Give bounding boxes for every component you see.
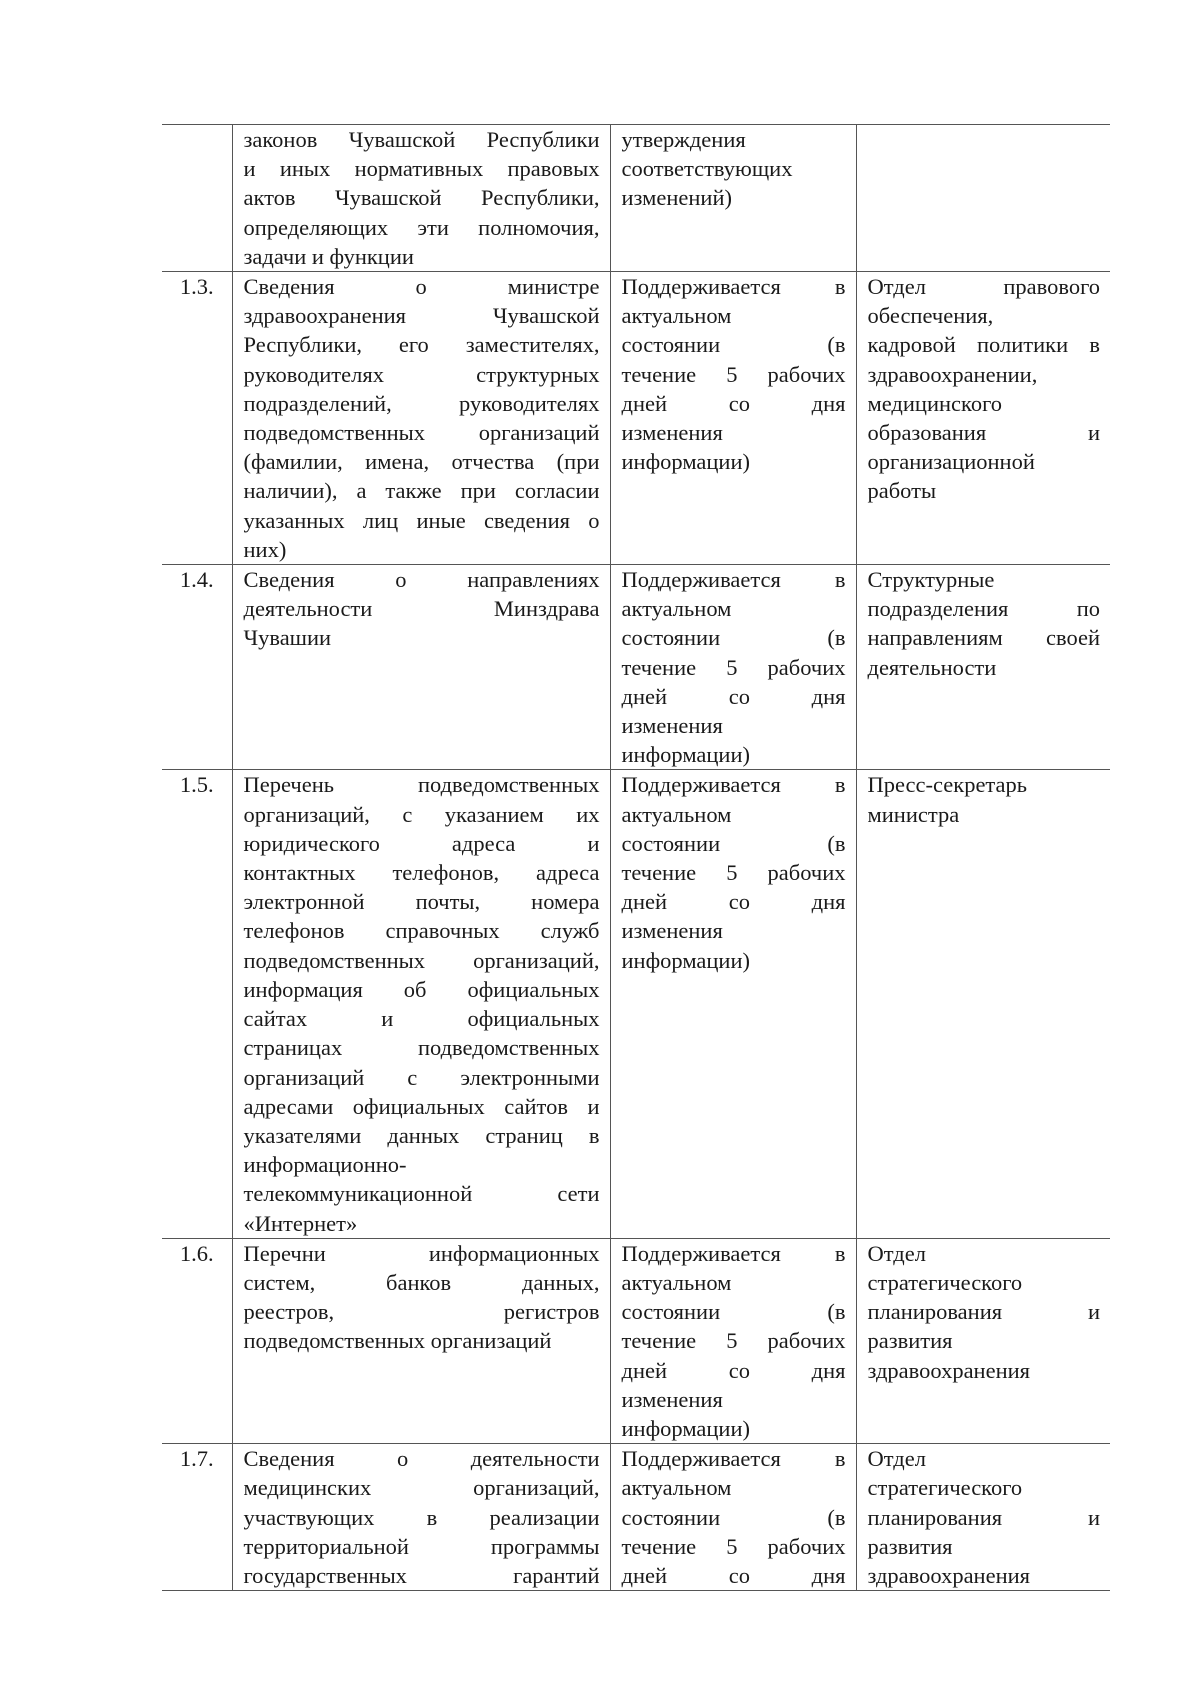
cell-text-line: страницах подведомственных [243, 1035, 600, 1061]
cell-text-line: медицинских организаций, [243, 1475, 600, 1501]
cell-text-line: и иных нормативных правовых [243, 156, 600, 182]
cell-text-line: указанных лиц иные сведения о [243, 507, 600, 533]
cell-text-line: образования и [867, 420, 1100, 446]
table-row [162, 125, 1110, 272]
cell-text-line: информации) [621, 449, 751, 475]
responsible-cell [856, 125, 1110, 272]
cell-text-line: утверждения [621, 127, 746, 152]
cell-text-line: Поддерживается в [621, 567, 846, 593]
cell-text-line: электронной почты, номера [243, 889, 600, 915]
update-term-cell [610, 272, 856, 565]
cell-text-line: изменения [621, 420, 723, 446]
cell-text-line: актуальном [621, 801, 732, 827]
cell-text-line: систем, банков данных, [243, 1269, 600, 1295]
cell-text-line: деятельности Минздрава [243, 596, 600, 622]
cell-text-line: Поддерживается в [621, 772, 846, 798]
cell-text-line: государственных гарантий [243, 1562, 600, 1588]
cell-text-line: актуальном [621, 1475, 732, 1501]
cell-text-line: территориальной программы [243, 1533, 600, 1559]
cell-text-line: организаций, с указанием их [243, 801, 600, 827]
cell-text-line: организационной [867, 449, 1035, 475]
cell-text-line: планирования и [867, 1504, 1100, 1530]
responsible-cell [856, 1444, 1110, 1591]
info-name-cell [232, 565, 610, 770]
cell-text-line: изменения [621, 1386, 723, 1412]
table-row [162, 1444, 1110, 1591]
cell-text-line: Республики, его заместителях, [243, 332, 600, 358]
table-row [162, 272, 1110, 565]
cell-text-line: работы [867, 478, 937, 504]
cell-text-line: министра [867, 801, 960, 827]
info-name-cell [232, 770, 610, 1238]
cell-text-line: деятельности [867, 654, 997, 680]
cell-text-line: реестров, регистров [243, 1299, 600, 1325]
cell-text-line: медицинского [867, 390, 1002, 416]
cell-text-line: развития [867, 1328, 953, 1354]
cell-text-line: Перечни информационных [243, 1240, 600, 1266]
cell-text-line: Отдел правового [867, 274, 1100, 300]
cell-text-line: здравоохранения [867, 1562, 1031, 1588]
cell-text-line: состоянии (в [621, 1299, 846, 1325]
responsible-cell [856, 1238, 1110, 1443]
table-row [162, 770, 1110, 1238]
cell-text-line: стратегического [867, 1475, 1023, 1501]
cell-text-line: актуальном [621, 596, 732, 622]
row-number: 1.4. [162, 565, 232, 770]
cell-text-line: Перечень подведомственных [243, 772, 600, 798]
cell-text-line: «Интернет» [243, 1210, 358, 1236]
row-number [162, 125, 232, 272]
update-term-cell [610, 1444, 856, 1591]
cell-text-line: них) [243, 536, 287, 562]
cell-text-line: Сведения о деятельности [243, 1446, 600, 1472]
info-name-cell [232, 272, 610, 565]
cell-text-line: участвующих в реализации [243, 1504, 600, 1530]
cell-text-line: актуальном [621, 1269, 732, 1295]
cell-text-line: состоянии (в [621, 625, 846, 651]
cell-text-line: течение 5 рабочих [621, 1533, 846, 1559]
cell-text-line: изменения [621, 713, 723, 739]
cell-text-line: определяющих эти полномочия, [243, 214, 600, 240]
cell-text-line: задачи и функции [243, 243, 414, 269]
responsible-cell [856, 565, 1110, 770]
cell-text-line: подведомственных организаций [243, 1328, 552, 1354]
cell-text-line: состоянии (в [621, 332, 846, 358]
cell-text-line: подведомственных организаций, [243, 947, 600, 973]
cell-text-line: Отдел [867, 1446, 926, 1472]
row-number: 1.6. [162, 1238, 232, 1443]
cell-text-line: Пресс-секретарь [867, 772, 1028, 798]
cell-text-line: (фамилии, имена, отчества (при [243, 449, 600, 475]
cell-text-line: информационно- [243, 1152, 407, 1178]
table-row [162, 565, 1110, 770]
update-term-cell [610, 1238, 856, 1443]
cell-text-line: дней со дня [621, 1357, 846, 1383]
cell-text-line: направлениям своей [867, 625, 1100, 651]
row-number: 1.7. [162, 1444, 232, 1591]
cell-text-line: Поддерживается в [621, 1446, 846, 1472]
row-number: 1.3. [162, 272, 232, 565]
cell-text-line: юридического адреса и [243, 830, 600, 856]
cell-text-line: планирования и [867, 1299, 1100, 1325]
update-term-cell [610, 770, 856, 1238]
cell-text-line: дней со дня [621, 1562, 846, 1588]
responsible-cell [856, 272, 1110, 565]
cell-text-line: изменений) [621, 185, 732, 211]
cell-text-line: подведомственных организаций [243, 420, 600, 446]
responsible-cell [856, 770, 1110, 1238]
cell-text-line: законов Чувашской Республики [243, 127, 600, 152]
table-row [162, 1238, 1110, 1443]
cell-text-line: дней со дня [621, 683, 846, 709]
cell-text-line: указателями данных страниц в [243, 1122, 600, 1148]
cell-text-line: здравоохранения [867, 1357, 1031, 1383]
cell-text-line: актуальном [621, 303, 732, 329]
cell-text-line: дней со дня [621, 390, 846, 416]
cell-text-line: сайтах и официальных [243, 1006, 600, 1032]
cell-text-line: Сведения о министре [243, 274, 600, 300]
cell-text-line: здравоохранения Чувашской [243, 303, 600, 329]
update-term-cell [610, 125, 856, 272]
cell-text-line: актов Чувашской Республики, [243, 185, 600, 211]
cell-text-line: течение 5 рабочих [621, 361, 846, 387]
cell-text-line: течение 5 рабочих [621, 860, 846, 886]
information-table [162, 124, 1110, 1591]
cell-text-line: соответствующих [621, 156, 793, 182]
cell-text-line: дней со дня [621, 889, 846, 915]
cell-text-line: здравоохранении, [867, 361, 1038, 387]
cell-text-line: телекоммуникационной сети [243, 1181, 600, 1207]
cell-text-line: контактных телефонов, адреса [243, 860, 600, 886]
cell-text-line: руководителях структурных [243, 361, 600, 387]
cell-text-line: подразделений, руководителях [243, 390, 600, 416]
cell-text-line: Поддерживается в [621, 1240, 846, 1266]
cell-text-line: телефонов справочных служб [243, 918, 600, 944]
cell-text-line: состоянии (в [621, 830, 846, 856]
table-body [162, 125, 1110, 1591]
cell-text-line: обеспечения, [867, 303, 994, 329]
info-name-cell [232, 1444, 610, 1591]
cell-text-line: информации) [621, 947, 751, 973]
info-name-cell [232, 125, 610, 272]
cell-text-line: изменения [621, 918, 723, 944]
cell-text-line: информации) [621, 1415, 751, 1441]
cell-text-line: информации) [621, 742, 751, 768]
cell-text-line: Сведения о направлениях [243, 567, 600, 593]
info-name-cell [232, 1238, 610, 1443]
cell-text-line: течение 5 рабочих [621, 1328, 846, 1354]
row-number: 1.5. [162, 770, 232, 1238]
cell-text-line: подразделения по [867, 596, 1100, 622]
cell-text-line: развития [867, 1533, 953, 1559]
cell-text-line: кадровой политики в [867, 332, 1100, 358]
cell-text-line: Поддерживается в [621, 274, 846, 300]
cell-text-line: течение 5 рабочих [621, 654, 846, 680]
cell-text-line: состоянии (в [621, 1504, 846, 1530]
cell-text-line: Отдел [867, 1240, 926, 1266]
cell-text-line: наличии), а также при согласии [243, 478, 600, 504]
cell-text-line: организаций с электронными [243, 1064, 600, 1090]
cell-text-line: стратегического [867, 1269, 1023, 1295]
cell-text-line: Чувашии [243, 625, 332, 651]
update-term-cell [610, 565, 856, 770]
cell-text-line: адресами официальных сайтов и [243, 1093, 600, 1119]
cell-text-line: информация об официальных [243, 976, 600, 1002]
cell-text-line: Структурные [867, 567, 995, 593]
